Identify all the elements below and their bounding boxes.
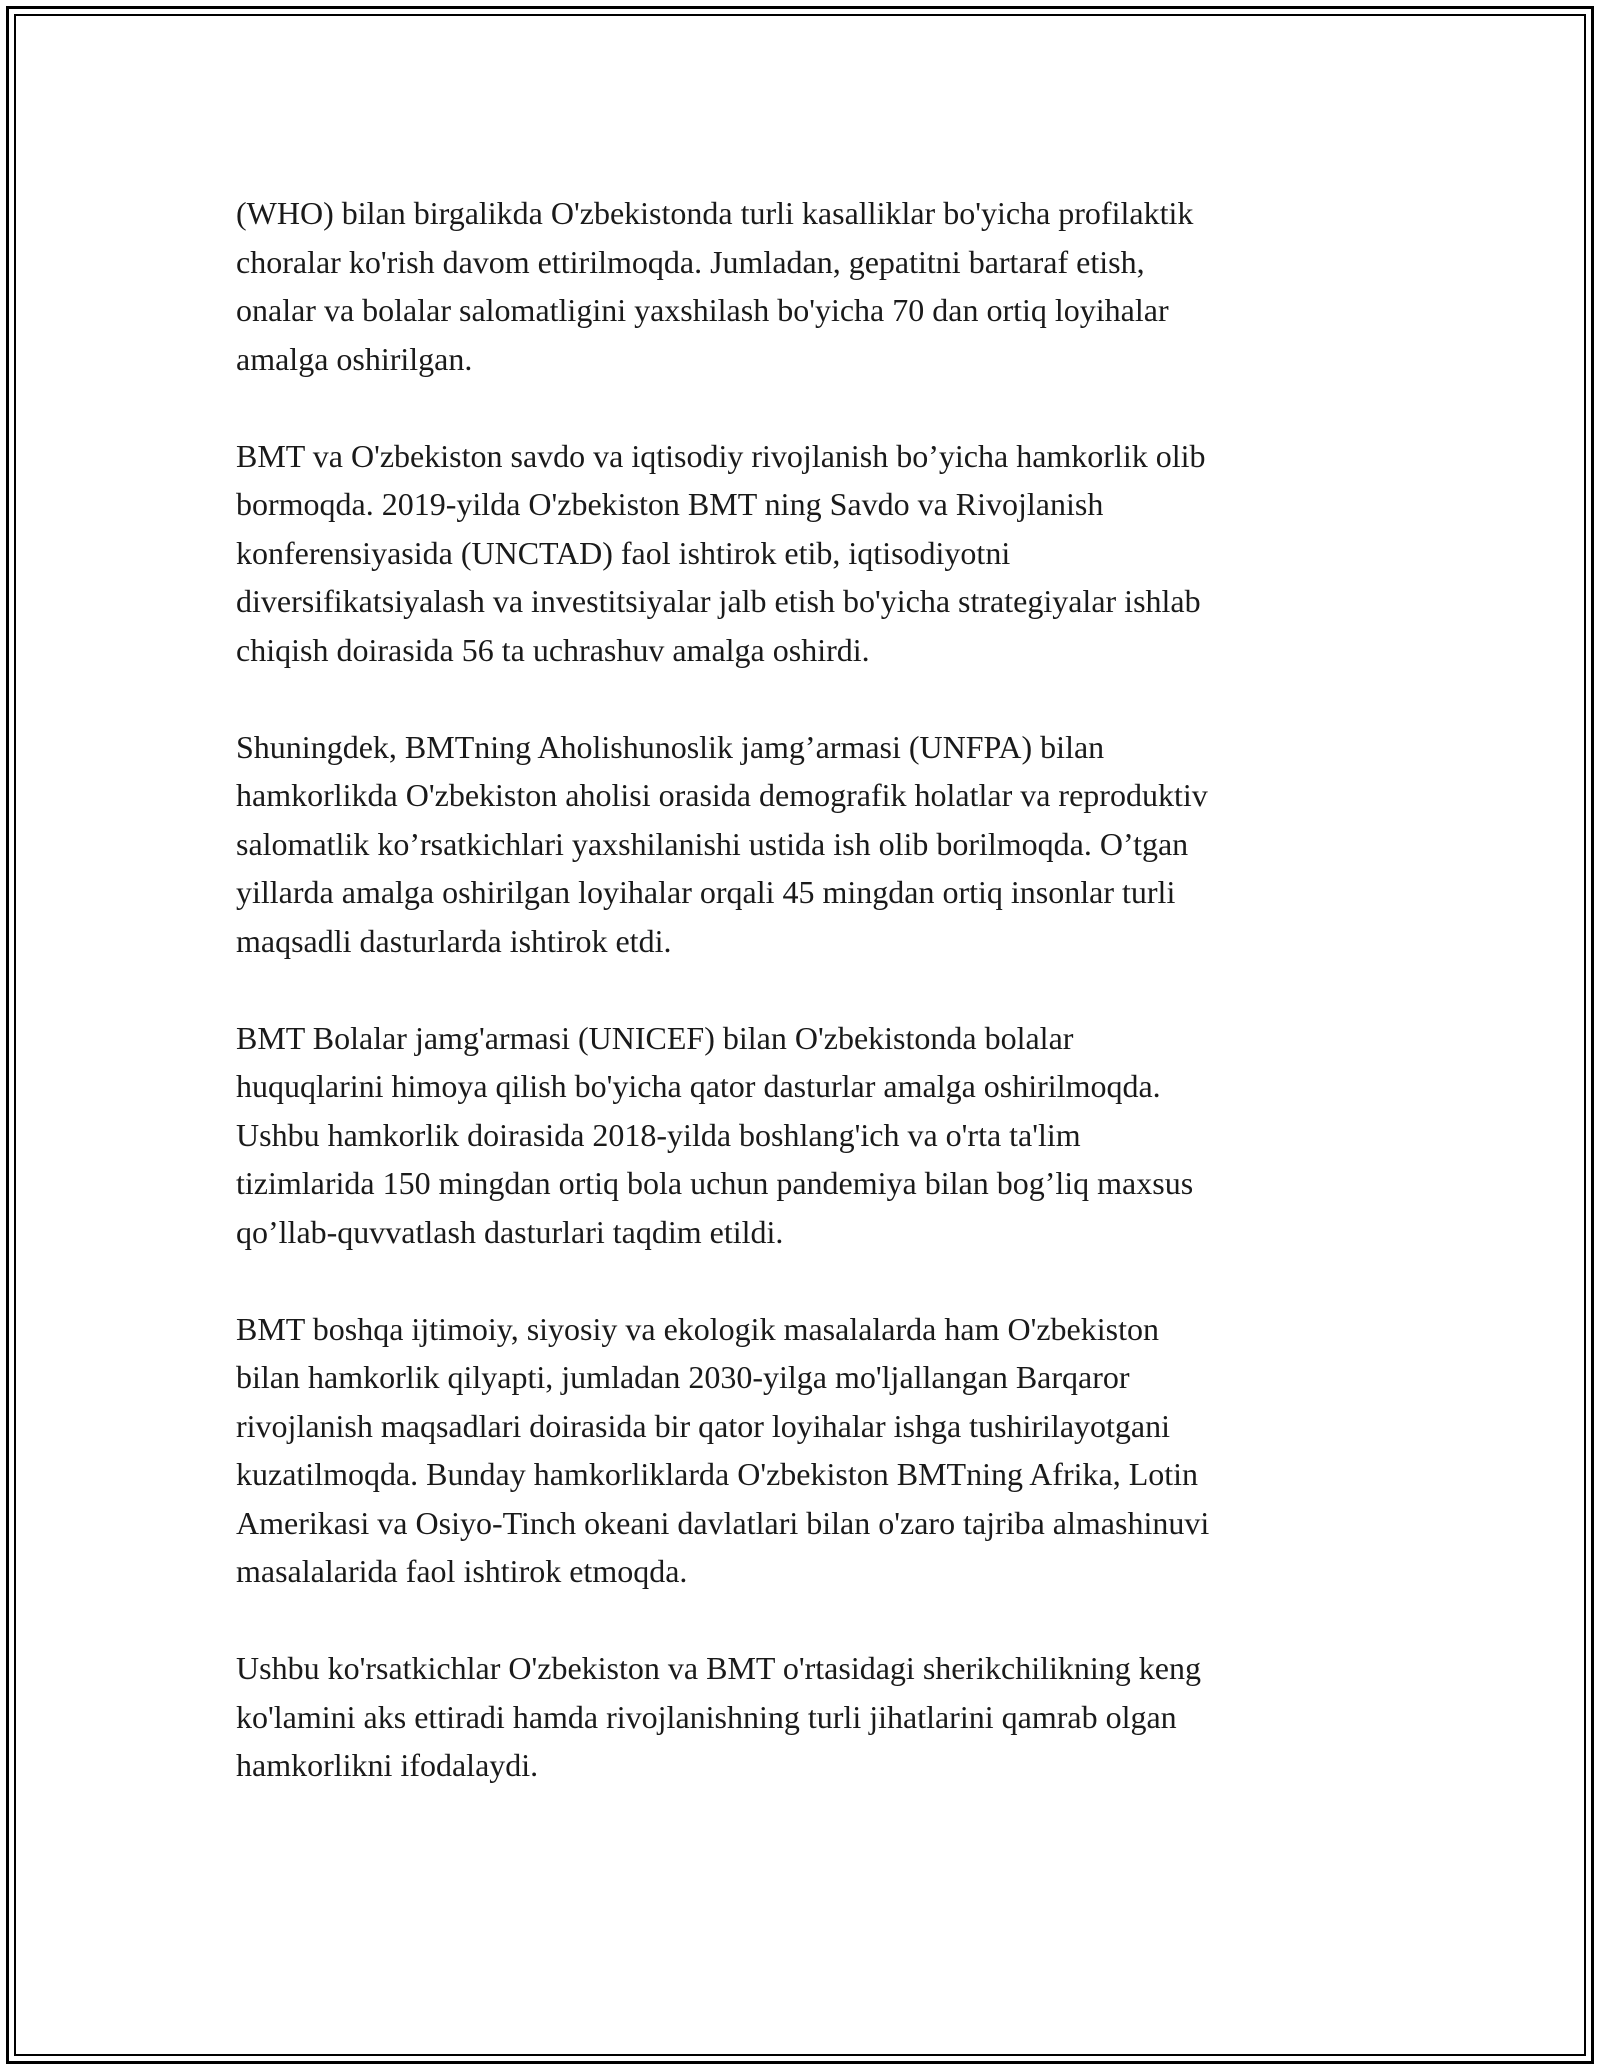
- paragraph-other-issues: [236, 1305, 1376, 1596]
- text-line: salomatlik ko’rsatkichlari yaxshilanishi ustida ish olib borilmoqda. O’tgan: [236, 825, 1189, 862]
- paragraph-unfpa: [236, 723, 1376, 966]
- paragraph-unctad: [236, 432, 1376, 675]
- text-line: onalar va bolalar salomatligini yaxshilash bo'yicha 70 dan ortiq loyihalar: [236, 292, 1169, 328]
- text-line: chiqish doirasida 56 ta uchrashuv amalga oshirdi.: [236, 631, 870, 668]
- text-line: maqsadli dasturlarda ishtirok etdi.: [236, 922, 672, 959]
- paragraph-conclusion: [236, 1644, 1376, 1790]
- text-line: ko'lamini aks ettiradi hamda rivojlanishning turli jihatlarini qamrab olgan: [236, 1698, 1177, 1735]
- text-line: Amerikasi va Osiyo-Tinch okeani davlatlari bilan o'zaro tajriba almashinuvi: [236, 1504, 1210, 1541]
- text-line: (WHO) bilan birgalikda O'zbekistonda turli kasalliklar bo'yicha profilaktik: [236, 195, 1194, 231]
- text-line: Ushbu ko'rsatkichlar O'zbekiston va BMT o'rtasidagi sherikchilikning keng: [236, 1650, 1201, 1686]
- text-line: amalga oshirilgan.: [236, 340, 473, 377]
- paragraph-who: [236, 189, 1376, 383]
- text-line: bilan hamkorlik qilyapti, jumladan 2030-yilga mo'ljallangan Barqaror: [236, 1359, 1130, 1395]
- text-line: bormoqda. 2019-yilda O'zbekiston BMT ning Savdo va Rivojlanish: [236, 486, 1104, 522]
- text-line: rivojlanish maqsadlari doirasida bir qator loyihalar ishga tushirilayotgani: [236, 1407, 1170, 1444]
- paragraph-unicef: [236, 1014, 1376, 1257]
- text-line: yillarda amalga oshirilgan loyihalar orqali 45 mingdan ortiq insonlar turli: [236, 874, 1176, 910]
- text-line: hamkorlikni ifodalaydi.: [236, 1747, 539, 1783]
- text-line: Shuningdek, BMTning Aholishunoslik jamg’armasi (UNFPA) bilan: [236, 728, 1105, 765]
- text-line: masalalarida faol ishtirok etmoqda.: [236, 1553, 688, 1589]
- text-line: diversifikatsiyalash va investitsiyalar jalb etish bo'yicha strategiyalar ishlab: [236, 583, 1201, 619]
- text-line: BMT va O'zbekiston savdo va iqtisodiy rivojlanish bo’yicha hamkorlik olib: [236, 437, 1206, 474]
- text-line: Ushbu hamkorlik doirasida 2018-yilda boshlang'ich va o'rta ta'lim: [236, 1116, 1081, 1153]
- text-line: qo’llab-quvvatlash dasturlari taqdim etildi.: [236, 1213, 784, 1250]
- text-line: choralar ko'rish davom ettirilmoqda. Jumladan, gepatitni bartaraf etish,: [236, 243, 1145, 280]
- text-line: konferensiyasida (UNCTAD) faol ishtirok etib, iqtisodiyotni: [236, 534, 1011, 571]
- text-line: BMT boshqa ijtimoiy, siyosiy va ekologik masalalarda ham O'zbekiston: [236, 1310, 1159, 1347]
- document-body: [236, 189, 1376, 1838]
- text-line: kuzatilmoqda. Bunday hamkorliklarda O'zbekiston BMTning Afrika, Lotin: [236, 1456, 1199, 1492]
- text-line: BMT Bolalar jamg'armasi (UNICEF) bilan O'zbekistonda bolalar: [236, 1019, 1074, 1056]
- text-line: huquqlarini himoya qilish bo'yicha qator dasturlar amalga oshirilmoqda.: [236, 1068, 1161, 1104]
- text-line: hamkorlikda O'zbekiston aholisi orasida demografik holatlar va reproduktiv: [236, 777, 1208, 813]
- text-line: tizimlarida 150 mingdan ortiq bola uchun pandemiya bilan bog’liq maxsus: [236, 1165, 1194, 1201]
